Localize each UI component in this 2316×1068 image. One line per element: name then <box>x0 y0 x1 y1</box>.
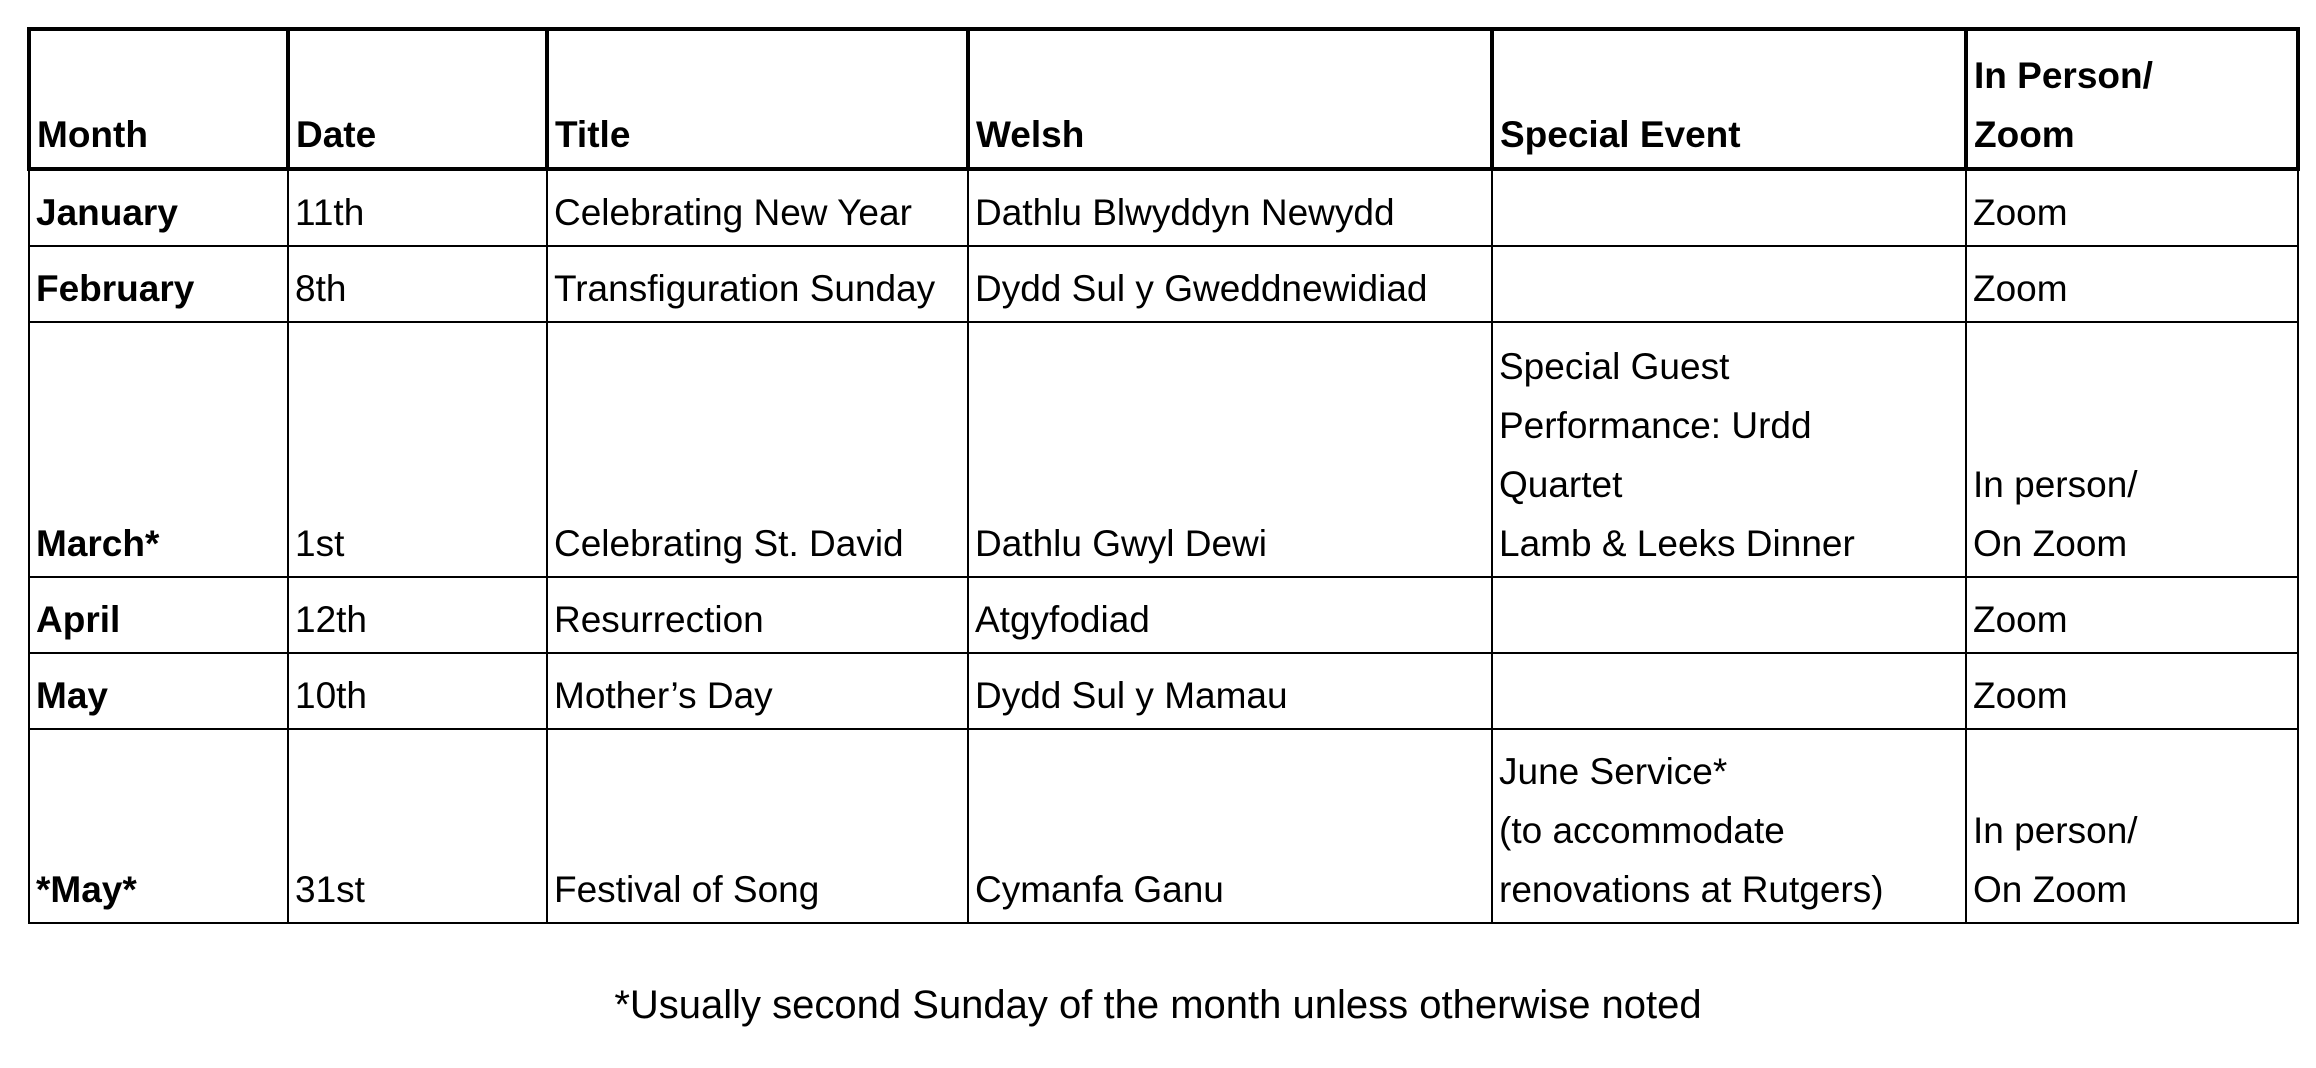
header-row <box>29 29 2298 169</box>
cell-special-event <box>1492 169 1966 246</box>
cell-mode: Zoom <box>1966 653 2298 729</box>
cell-month: January <box>29 169 288 246</box>
cell-title: Resurrection <box>547 577 968 653</box>
table-row <box>29 322 2298 577</box>
cell-date: 12th <box>288 577 547 653</box>
header-month: Month <box>29 29 288 169</box>
table-row <box>29 169 2298 246</box>
cell-title: Celebrating St. David <box>547 322 968 577</box>
footnote: *Usually second Sunday of the month unless otherwise noted <box>614 983 1702 1027</box>
schedule-table <box>27 27 2300 924</box>
special-event-line: Performance: Urdd <box>1499 405 1812 446</box>
cell-special-event <box>1492 577 1966 653</box>
cell-mode: Zoom <box>1966 577 2298 653</box>
cell-month: March* <box>29 322 288 577</box>
header-in-person-zoom-line1: In Person/ <box>1974 55 2153 96</box>
cell-title: Celebrating New Year <box>547 169 968 246</box>
cell-title: Transfiguration Sunday <box>547 246 968 322</box>
header-in-person-zoom-line2: Zoom <box>1974 114 2075 155</box>
cell-special-event <box>1492 322 1966 577</box>
cell-welsh: Dathlu Blwyddyn Newydd <box>968 169 1492 246</box>
cell-mode: Zoom <box>1966 246 2298 322</box>
mode-line: In person/ <box>1973 464 2138 505</box>
header-welsh: Welsh <box>968 29 1492 169</box>
cell-special-event <box>1492 246 1966 322</box>
cell-mode <box>1966 729 2298 923</box>
special-event-line: (to accommodate <box>1499 810 1785 851</box>
cell-welsh: Atgyfodiad <box>968 577 1492 653</box>
header-special-event: Special Event <box>1492 29 1966 169</box>
cell-welsh: Dydd Sul y Mamau <box>968 653 1492 729</box>
cell-month: *May* <box>29 729 288 923</box>
cell-special-event <box>1492 729 1966 923</box>
cell-welsh: Cymanfa Ganu <box>968 729 1492 923</box>
cell-mode <box>1966 322 2298 577</box>
cell-welsh: Dathlu Gwyl Dewi <box>968 322 1492 577</box>
cell-month: February <box>29 246 288 322</box>
header-title: Title <box>547 29 968 169</box>
special-event-line: renovations at Rutgers) <box>1499 869 1884 910</box>
special-event-line: Quartet <box>1499 464 1623 505</box>
cell-mode: Zoom <box>1966 169 2298 246</box>
mode-line: On Zoom <box>1973 869 2128 910</box>
table-row <box>29 246 2298 322</box>
cell-date: 10th <box>288 653 547 729</box>
header-date: Date <box>288 29 547 169</box>
mode-line: On Zoom <box>1973 523 2128 564</box>
table-row <box>29 577 2298 653</box>
cell-month: April <box>29 577 288 653</box>
table-row <box>29 653 2298 729</box>
cell-special-event <box>1492 653 1966 729</box>
cell-date: 1st <box>288 322 547 577</box>
mode-line: In person/ <box>1973 810 2138 851</box>
table-row <box>29 729 2298 923</box>
cell-month: May <box>29 653 288 729</box>
cell-title: Festival of Song <box>547 729 968 923</box>
header-in-person-zoom <box>1966 29 2298 169</box>
cell-date: 31st <box>288 729 547 923</box>
cell-date: 8th <box>288 246 547 322</box>
cell-date: 11th <box>288 169 547 246</box>
special-event-line: June Service* <box>1499 751 1728 792</box>
cell-title: Mother’s Day <box>547 653 968 729</box>
special-event-line: Special Guest <box>1499 346 1730 387</box>
special-event-line: Lamb & Leeks Dinner <box>1499 523 1855 564</box>
cell-welsh: Dydd Sul y Gweddnewidiad <box>968 246 1492 322</box>
